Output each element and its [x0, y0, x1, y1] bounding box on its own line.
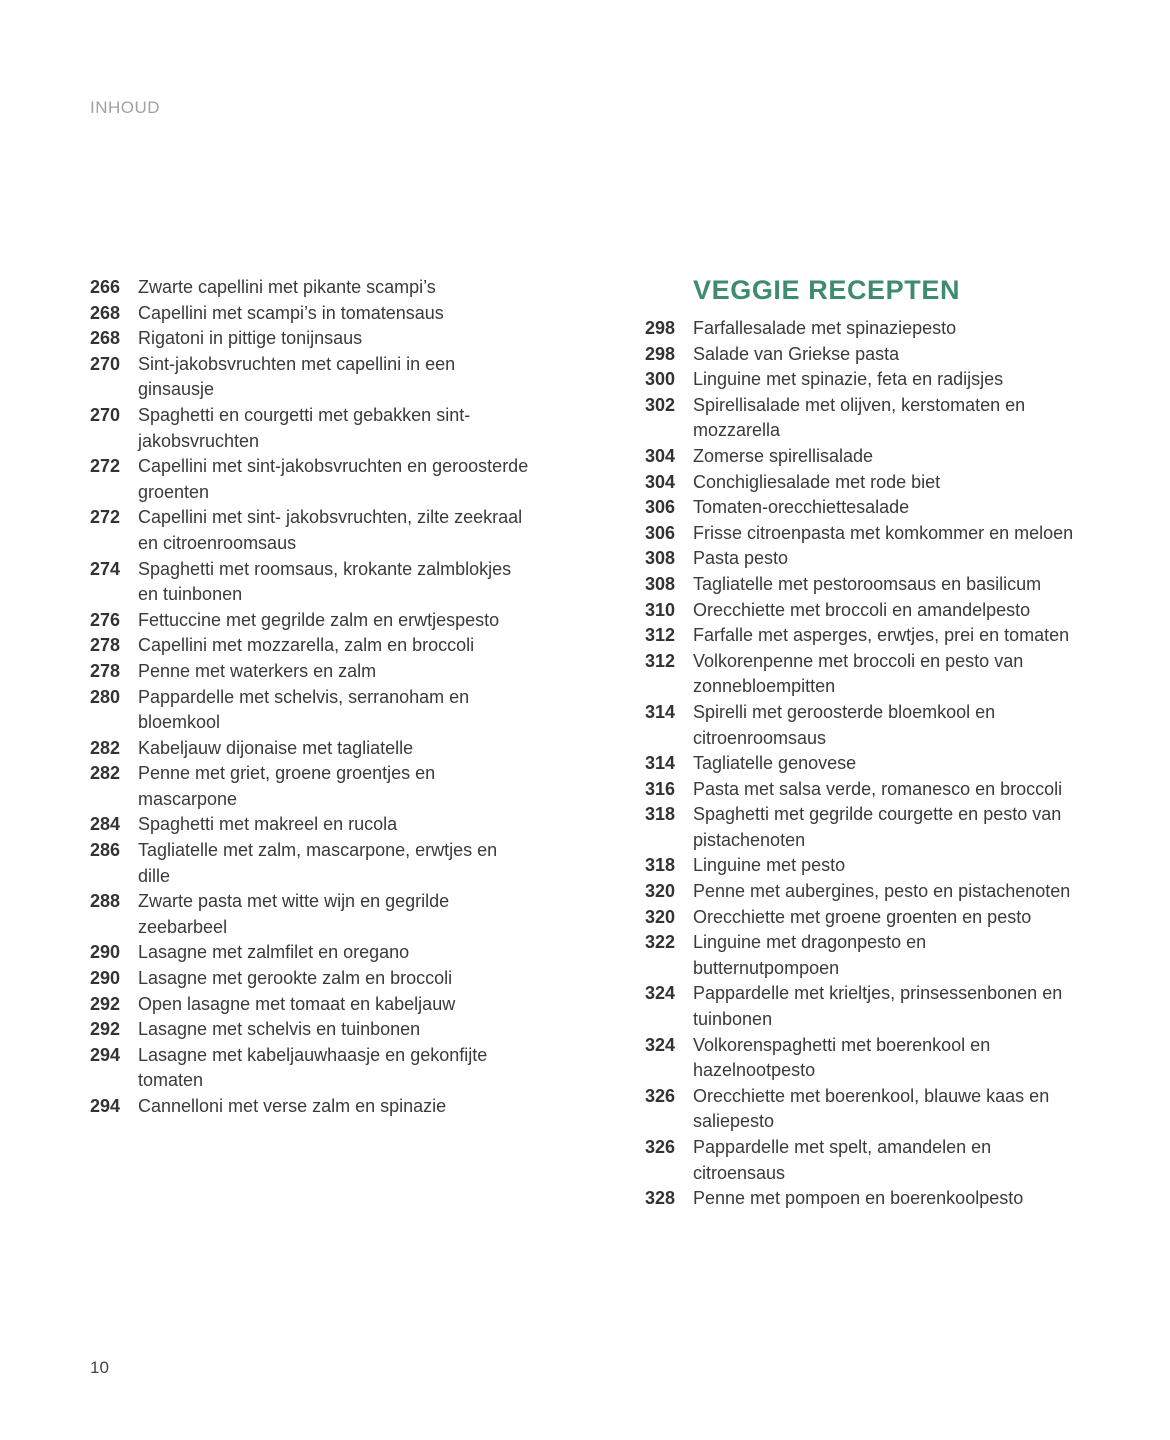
toc-entry	[90, 992, 530, 1018]
toc-entry-page: 308	[645, 548, 676, 569]
toc-entry-title: Tagliatelle genovese	[693, 753, 857, 774]
toc-entry-page: 320	[645, 906, 676, 927]
toc-entry-title: Spaghetti met gegrilde courgette en pesto van pistachenoten	[693, 804, 1062, 850]
toc-entry	[645, 777, 1075, 803]
toc-entry	[645, 470, 1075, 496]
toc-entry	[90, 454, 530, 505]
toc-entry-page: 268	[90, 328, 121, 349]
toc-entry-title: Capellini met scampi’s in tomatensaus	[138, 302, 444, 323]
toc-entry	[90, 608, 530, 634]
toc-entry-title: Conchigliesalade met rode biet	[693, 471, 941, 492]
toc-entry	[645, 521, 1075, 547]
toc-entry-page: 298	[645, 343, 676, 364]
toc-entry-title: Pappardelle met krieltjes, prinsessenbonen en tuinbonen	[693, 983, 1063, 1030]
toc-entry	[90, 838, 530, 889]
toc-entry-page: 292	[90, 993, 121, 1014]
toc-entry-title: Lasagne met gerookte zalm en broccoli	[138, 968, 453, 989]
toc-entry-title: Rigatoni in pittige tonijnsaus	[138, 328, 363, 349]
toc-entry-title: Tomaten-orecchiettesalade	[693, 497, 910, 518]
toc-entry-title: Lasagne met zalmfilet en oregano	[138, 942, 410, 963]
toc-entry	[645, 879, 1075, 905]
toc-entry-title: Farfalle met asperges, erwtjes, prei en tomaten	[693, 625, 1070, 646]
toc-entry-page: 320	[645, 881, 676, 902]
toc-entry	[90, 659, 530, 685]
toc-entry-page: 326	[645, 1085, 676, 1106]
toc-entry	[90, 557, 530, 608]
toc-entry-title: Linguine met dragonpesto en butternutpompoen	[693, 932, 927, 978]
toc-entry-page: 306	[645, 497, 676, 518]
toc-entry	[90, 505, 530, 556]
toc-entry-title: Linguine met pesto	[693, 855, 846, 876]
toc-entry-page: 272	[90, 507, 121, 528]
toc-entry-title: Volkorenpenne met broccoli en pesto van zonnebloempitten	[693, 650, 1024, 697]
toc-entry-page: 324	[645, 983, 676, 1004]
toc-entry-title: Fettuccine met gegrilde zalm en erwtjespesto	[138, 609, 500, 630]
toc-entry	[90, 301, 530, 327]
toc-entry-page: 318	[645, 804, 676, 825]
toc-entry	[645, 316, 1075, 342]
toc-entry-page: 278	[90, 635, 121, 656]
toc-entry-page: 294	[90, 1044, 121, 1065]
toc-entry	[645, 930, 1075, 981]
toc-entry-page: 294	[90, 1096, 121, 1116]
page-header: INHOUD	[90, 98, 161, 117]
toc-entry-title: Spirellisalade met olijven, kerstomaten en mozzarella	[693, 394, 1026, 441]
toc-entry-title: Penne met waterkers en zalm	[138, 660, 377, 681]
toc-entry-title: Tagliatelle met pestoroomsaus en basilicum	[693, 573, 1042, 594]
toc-entry-page: 300	[645, 369, 676, 390]
toc-entry-page: 310	[645, 599, 676, 620]
toc-entry-page: 328	[645, 1188, 676, 1209]
toc-entry-title: Lasagne met kabeljauwhaasje en gekonfijte tomaten	[138, 1044, 488, 1091]
toc-entry-title: Kabeljauw dijonaise met tagliatelle	[138, 737, 414, 758]
toc-entry	[90, 326, 530, 352]
toc-entry-page: 324	[645, 1034, 676, 1055]
toc-entry-title: Orecchiette met broccoli en amandelpesto	[693, 599, 1031, 620]
toc-entry-title: Sint-jakobsvruchten met capellini in een ginsausje	[138, 353, 456, 400]
toc-entry	[90, 1094, 530, 1120]
toc-entry	[90, 761, 530, 812]
toc-entry-page: 306	[645, 522, 676, 543]
toc-entry	[645, 1135, 1075, 1186]
toc-column-right	[645, 275, 1075, 1212]
toc-entry-title: Capellini met sint- jakobsvruchten, zilte zeekraal en citroenroomsaus	[138, 507, 523, 553]
toc-list-right	[645, 316, 1075, 1212]
toc-entry	[645, 853, 1075, 879]
toc-entry-title: Volkorenspaghetti met boerenkool en hazelnootpesto	[693, 1034, 991, 1081]
toc-entry-page: 284	[90, 814, 121, 835]
toc-entry-page: 304	[645, 471, 676, 492]
toc-entry	[645, 802, 1075, 853]
toc-entry-page: 314	[645, 701, 676, 722]
toc-entry	[645, 393, 1075, 444]
toc-entry-title: Zomerse spirellisalade	[693, 445, 874, 466]
toc-entry-page: 282	[90, 737, 121, 758]
toc-entry-title: Frisse citroenpasta met komkommer en meloen	[693, 522, 1074, 543]
toc-entry-page: 302	[645, 394, 676, 415]
toc-entry-title: Linguine met spinazie, feta en radijsjes	[693, 369, 1004, 390]
toc-entry-page: 314	[645, 753, 676, 774]
toc-entry	[90, 685, 530, 736]
toc-entry	[90, 403, 530, 454]
toc-entry-title: Salade van Griekse pasta	[693, 343, 900, 364]
page-number: 10	[90, 1358, 109, 1377]
toc-entry-page: 278	[90, 660, 121, 681]
toc-entry-title: Lasagne met schelvis en tuinbonen	[138, 1019, 421, 1040]
toc-entry-page: 308	[645, 573, 676, 594]
toc-column-left	[90, 275, 530, 1120]
toc-entry	[645, 1033, 1075, 1084]
toc-entry-page: 270	[90, 404, 121, 425]
toc-entry	[645, 598, 1075, 624]
toc-entry-title: Capellini met mozzarella, zalm en broccoli	[138, 635, 475, 656]
toc-entry-page: 316	[645, 778, 676, 799]
toc-entry-title: Spaghetti met makreel en rucola	[138, 814, 398, 835]
toc-entry-title: Spirelli met geroosterde bloemkool en citroenroomsaus	[693, 701, 996, 748]
toc-entry-title: Cannelloni met verse zalm en spinazie	[138, 1096, 447, 1116]
toc-entry	[645, 649, 1075, 700]
toc-entry-page: 266	[90, 277, 121, 297]
toc-entry-page: 280	[90, 686, 121, 707]
toc-entry-title: Capellini met sint-jakobsvruchten en geroosterde groenten	[138, 456, 529, 502]
toc-entry-page: 318	[645, 855, 676, 876]
toc-entry-title: Pappardelle met spelt, amandelen en citroensaus	[693, 1137, 992, 1183]
toc-entry-title: Pasta met salsa verde, romanesco en broccoli	[693, 778, 1063, 799]
toc-entry	[645, 546, 1075, 572]
toc-entry-title: Pappardelle met schelvis, serranoham en bloemkool	[138, 686, 470, 733]
toc-entry-page: 274	[90, 558, 121, 579]
toc-entry	[645, 444, 1075, 470]
toc-entry	[90, 352, 530, 403]
toc-entry	[645, 981, 1075, 1032]
toc-entry-title: Farfallesalade met spinaziepesto	[693, 318, 957, 338]
toc-entry-page: 272	[90, 456, 121, 477]
toc-entry	[645, 700, 1075, 751]
toc-entry-title: Zwarte capellini met pikante scampi’s	[138, 277, 436, 297]
toc-entry-page: 276	[90, 609, 121, 630]
toc-entry	[645, 751, 1075, 777]
section-title: VEGGIE RECEPTEN	[693, 275, 961, 305]
toc-entry-page: 290	[90, 942, 121, 963]
toc-entry	[90, 966, 530, 992]
toc-entry-page: 286	[90, 840, 121, 861]
toc-entry-title: Pasta pesto	[693, 548, 789, 569]
toc-entry-page: 290	[90, 968, 121, 989]
toc-entry-title: Spaghetti en courgetti met gebakken sint-jakobsvruchten	[138, 404, 471, 451]
toc-entry-title: Tagliatelle met zalm, mascarpone, erwtjes en dille	[138, 840, 498, 886]
toc-entry	[90, 1043, 530, 1094]
toc-entry-page: 326	[645, 1137, 676, 1157]
toc-entry	[90, 1017, 530, 1043]
toc-entry-title: Orecchiette met boerenkool, blauwe kaas en saliepesto	[693, 1085, 1050, 1132]
toc-entry	[645, 367, 1075, 393]
toc-entry	[90, 940, 530, 966]
toc-entry-page: 268	[90, 302, 121, 323]
toc-entry-title: Penne met aubergines, pesto en pistachenoten	[693, 881, 1071, 902]
toc-entry-title: Penne met griet, groene groentjes en mascarpone	[138, 763, 436, 809]
toc-entry-page: 282	[90, 763, 121, 784]
toc-entry	[645, 1186, 1075, 1212]
toc-entry	[645, 342, 1075, 368]
toc-entry-page: 322	[645, 932, 676, 953]
toc-entry-title: Penne met pompoen en boerenkoolpesto	[693, 1188, 1024, 1209]
toc-entry-page: 312	[645, 650, 676, 671]
toc-entry	[90, 736, 530, 762]
toc-entry-page: 312	[645, 625, 676, 646]
toc-entry-title: Spaghetti met roomsaus, krokante zalmblokjes en tuinbonen	[138, 558, 512, 605]
toc-entry-page: 298	[645, 318, 676, 338]
toc-entry	[90, 633, 530, 659]
toc-entry	[90, 275, 530, 301]
toc-entry-title: Orecchiette met groene groenten en pesto	[693, 906, 1032, 927]
toc-entry	[645, 905, 1075, 931]
toc-entry-page: 270	[90, 353, 121, 374]
toc-entry	[645, 572, 1075, 598]
toc-entry-title: Zwarte pasta met witte wijn en gegrilde zeebarbeel	[138, 891, 450, 937]
toc-entry	[90, 889, 530, 940]
toc-entry	[645, 623, 1075, 649]
toc-entry-page: 288	[90, 891, 121, 912]
toc-entry-page: 304	[645, 445, 676, 466]
toc-entry-page: 292	[90, 1019, 121, 1040]
toc-list-left	[90, 275, 530, 1120]
toc-entry	[645, 1084, 1075, 1135]
toc-entry-title: Open lasagne met tomaat en kabeljauw	[138, 993, 456, 1014]
toc-entry	[90, 812, 530, 838]
toc-entry	[645, 495, 1075, 521]
